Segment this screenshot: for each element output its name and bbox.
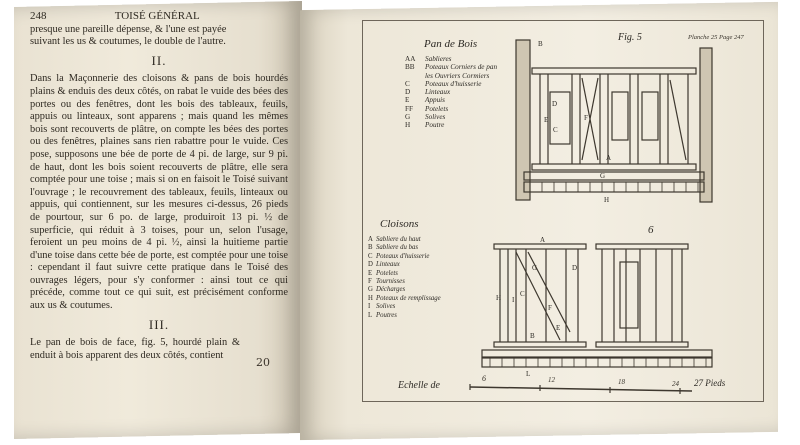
sabliere-bottom	[532, 164, 696, 170]
section-heading-two: II.	[151, 52, 167, 68]
planche-label: Planche 25 Page 247	[688, 34, 744, 41]
legend-row: les Ouvriers Cormiers	[425, 71, 490, 80]
svg-text:D: D	[572, 264, 578, 272]
svg-text:C: C	[553, 126, 558, 134]
sabliere-bottom	[494, 342, 586, 347]
scale-tick-label: 12	[548, 376, 555, 384]
svg-text:L: L	[526, 370, 531, 378]
legend-row: C Poteaux d'huisserie	[368, 252, 430, 260]
svg-text:A: A	[606, 154, 612, 162]
svg-text:E: E	[544, 116, 549, 124]
fig6-label: 6	[648, 224, 654, 236]
legend-row: D Linteaux	[405, 88, 451, 97]
sabliere-top	[494, 244, 586, 249]
svg-text:G: G	[600, 172, 606, 180]
svg-text:G: G	[532, 264, 538, 272]
sabliere-top	[532, 68, 696, 74]
svg-text:B: B	[538, 40, 543, 48]
svg-text:F: F	[548, 304, 552, 312]
paragraph-three: Le pan de bois de face, fig. 5, hourdé plain & enduit à bois apparent des deux côtés, contient	[30, 337, 240, 361]
svg-text:H: H	[496, 294, 502, 302]
svg-text:H: H	[604, 196, 610, 204]
scale-unit: 27 Pieds	[694, 378, 726, 388]
legend-row: D Linteaux	[368, 261, 400, 269]
svg-text:A: A	[540, 236, 546, 244]
legend-row: A Sabliere du haut	[368, 236, 421, 243]
intro-line-1: presque une pareille dépense, & l'une est payée	[30, 23, 227, 35]
scale-tick-label: 18	[618, 378, 625, 386]
svg-text:F: F	[584, 114, 588, 122]
svg-text:I: I	[512, 296, 515, 304]
legend-row: G Solives	[405, 113, 446, 122]
legend-row: BB Poteaux Corniers de pan	[405, 63, 498, 72]
legend-row: H Poutre	[405, 121, 445, 130]
legend-row: FF Potelets	[405, 104, 449, 113]
legend-row: G Décharges	[368, 286, 406, 294]
section-heading-three: III.	[148, 316, 170, 332]
legend-row: H Poteaux de remplissage	[368, 294, 441, 302]
legend-row: C Poteaux d'huisserie	[405, 79, 482, 88]
legend-row: E Appuis	[405, 96, 445, 105]
svg-text:D: D	[552, 100, 558, 108]
scale-tick-label: 6	[482, 374, 486, 383]
svg-text:C: C	[520, 290, 525, 298]
legend-row: E Potelets	[368, 269, 398, 277]
legend-row: B Sabliere du bas	[368, 244, 419, 252]
page-number-top: 248	[30, 10, 47, 22]
legend-row: AA Sablieres	[405, 55, 452, 63]
scale-tick-label: 24	[672, 380, 679, 388]
legend-row: F Tournisses	[368, 278, 405, 286]
scale-label: Echelle de	[398, 380, 440, 391]
legend-row: I Solives	[368, 303, 396, 311]
legend-row: L Poutres	[368, 311, 397, 319]
cloisons-title: Cloisons	[380, 218, 419, 230]
paragraph-two: Dans la Maçonnerie des cloisons & pans de bois hourdés plains & enduis des deux côtés, on rabat le vuide des bées des portes ou des fenêtres, dont les bois des tableaux, feuils, appuis ou linteaux, sont apparens ; mais quand les mêmes bois sont recouverts de plâtre, on compte les bées des portes ou des fenêtres, plaines sans rien rabattre pour le vuide. Ces pose, supposons une bée de porte de 4 pi. de large, sur 9 pi. de haut, dont les bois soient recouverts de plâtre, elle sera comptée pour une toise ; mais si on en faisoit le Toisé suivant l'ouvrage ; le recouvrement des tableaux, feuils, linteaux ou appuis, qui contiennent, sur les mesures ci-dessus, 26 pieds de pourtour, sur 6 po. de large, produiroit 13 pi. ½ de superficie, qui réduit à 3 toises, pour un, selon l'usage, feroient un peu moins de 4 pi. ½, ainsi la huitieme partie d'une toise dans cette bée de porte, est comptée pour une toise : cependant il faut suivre cette pratique dans le Toisé des ouvrages légers, pour s'y conformer : ainsi tout ce qui précéde, comme tout ce qui suit, est précisément conforme aux us & coutumes.	[30, 73, 288, 312]
fig6-cloisons-drawing	[470, 244, 712, 394]
fig5-label: Fig. 5	[618, 32, 642, 43]
page-number-bottom: 20	[256, 356, 270, 369]
running-head: TOISÉ GÉNÉRAL	[114, 10, 200, 22]
svg-text:B: B	[530, 332, 535, 340]
pan-de-bois-title: Pan de Bois	[424, 38, 478, 50]
svg-text:E: E	[556, 324, 561, 332]
masonry-wall-left	[516, 40, 530, 200]
masonry-wall-right	[700, 48, 712, 202]
intro-line-2: suivant les us & coutumes, le double de l'autre.	[30, 36, 226, 48]
